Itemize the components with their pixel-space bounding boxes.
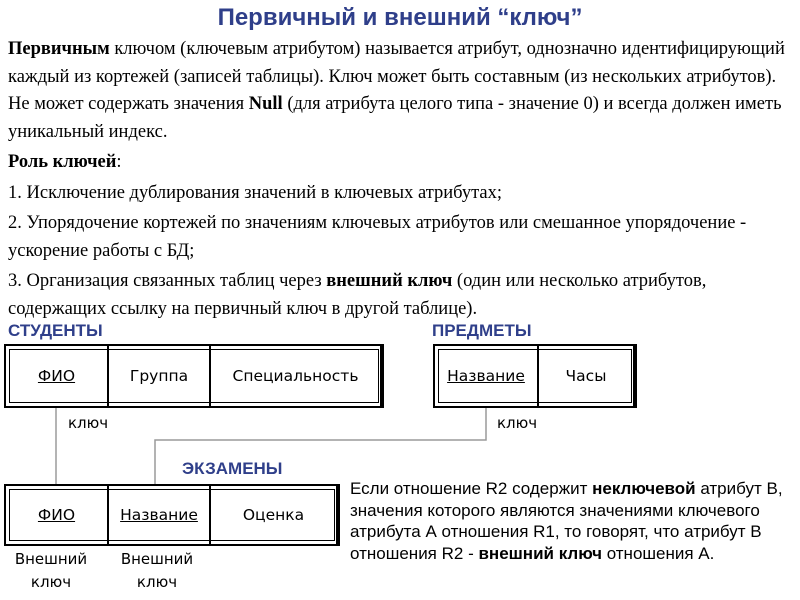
role-item-3: 3. Организация связанных таблиц через внешний ключ (один или несколько атрибутов, содержащих ссылку на первичный ключ в другой таблице). [8,271,707,319]
exams-field-name: Название [109,486,211,544]
primary-term: Первичным [8,39,110,59]
page-title: Первичный и внешний “ключ” [217,4,583,31]
primary-key-definition: Первичным ключом (ключевым атрибутом) называется атрибут, однозначно идентифицирующий каждый из кортежей (записей таблицы). Ключ может быть составным (из нескольких атрибутов). Не может содержать значения Null (для атрибута целого типа - значение 0) и всегда должен иметь уникальный индекс. [8,39,785,142]
students-field-group: Группа [109,346,211,406]
students-title: СТУДЕНТЫ [8,321,103,340]
exams-field-fio: ФИО [6,486,109,544]
exams-title: ЭКЗАМЕНЫ [182,459,283,478]
students-field-specialty: Специальность [211,346,382,406]
students-table [4,344,384,408]
foreign-key-label-1: Внешний ключ [14,550,88,591]
key-label-left: ключ [68,414,109,432]
exams-table [4,484,340,546]
subjects-title: ПРЕДМЕТЫ [432,321,532,340]
roles-heading: Роль ключей: [8,152,122,172]
foreign-key-label-2: Внешний ключ [120,550,194,591]
key-label-right: ключ [497,414,538,432]
foreign-key-note: Если отношение R2 содержит неключевой атрибут В, значения которого являются значениями ключевого атрибута А отношения R1, то говорят, что атрибут В отношения R2 - внешний ключ отношения А. [350,479,783,563]
role-item-1: 1. Исключение дублирования значений в ключевых атрибутах; [8,182,503,203]
exams-field-grade: Оценка [211,486,338,544]
subjects-field-hours: Часы [539,346,635,406]
students-field-fio: ФИО [6,346,109,406]
subjects-field-name: Название [435,346,539,406]
subjects-table [433,344,637,408]
role-item-2: 2. Упорядочение кортежей по значениям ключевых атрибутов или смешанное упорядочение - ускорение работы с БД; [8,213,747,261]
